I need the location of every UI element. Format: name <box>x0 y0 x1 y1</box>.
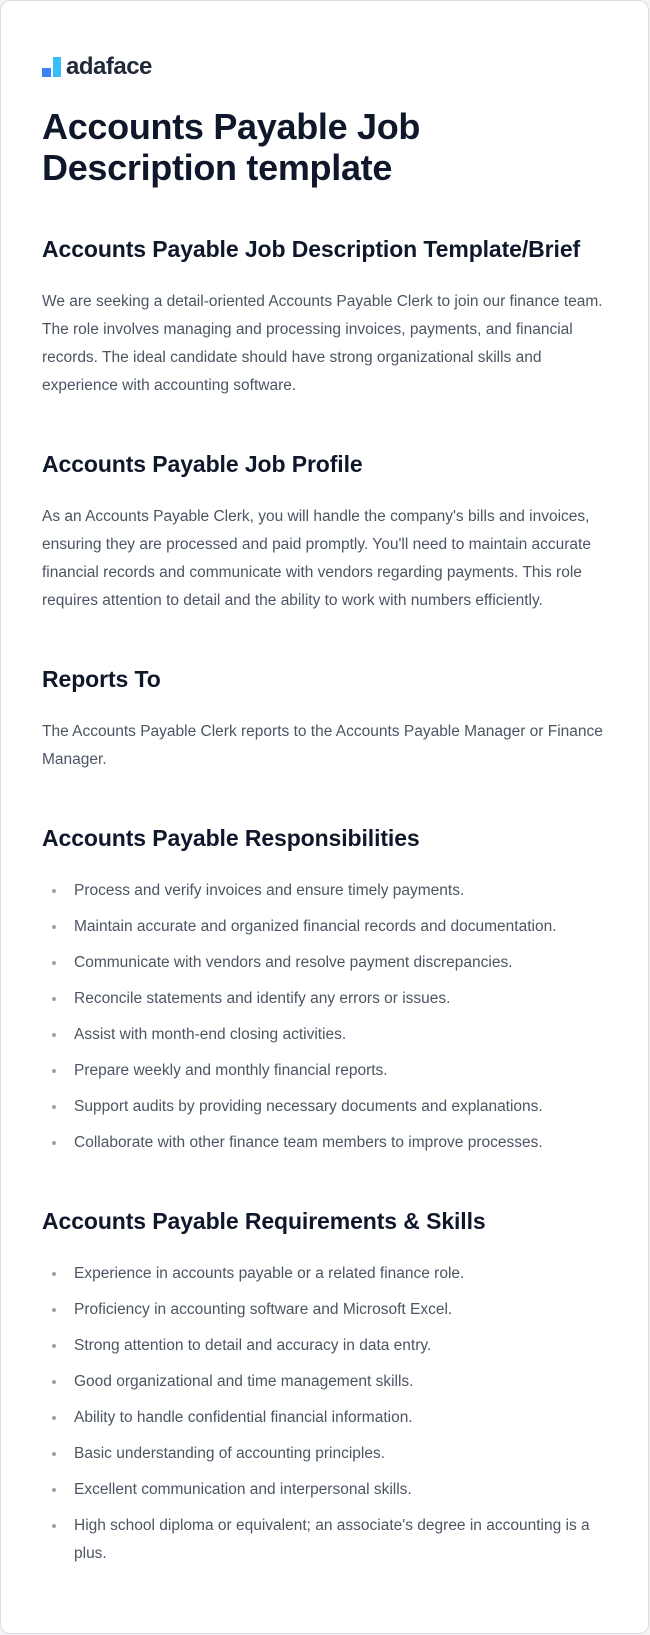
list-item: Collaborate with other finance team members to improve processes. <box>42 1129 607 1157</box>
section-heading-requirements: Accounts Payable Requirements & Skills <box>42 1208 486 1234</box>
list-item: Communicate with vendors and resolve payment discrepancies. <box>42 949 607 977</box>
responsibilities-list <box>42 877 607 1157</box>
list-item: Excellent communication and interpersonal skills. <box>42 1476 607 1504</box>
list-item: Assist with month-end closing activities. <box>42 1021 607 1049</box>
list-item: Ability to handle confidential financial information. <box>42 1404 607 1432</box>
section-heading-brief: Accounts Payable Job Description Template/Brief <box>42 236 581 262</box>
logo-text: adaface <box>66 53 152 80</box>
list-item: High school diploma or equivalent; an associate's degree in accounting is a plus. <box>42 1512 607 1568</box>
adaface-logo-icon <box>42 57 62 77</box>
list-item: Basic understanding of accounting principles. <box>42 1440 607 1468</box>
list-item: Prepare weekly and monthly financial reports. <box>42 1057 607 1085</box>
list-item: Experience in accounts payable or a related finance role. <box>42 1260 607 1288</box>
section-text-brief: We are seeking a detail-oriented Accounts Payable Clerk to join our finance team. The role involves managing and processing invoices, payments, and financial records. The ideal candidate should have strong organizational skills and experience with accounting software. <box>42 293 603 394</box>
list-item: Good organizational and time management skills. <box>42 1368 607 1396</box>
list-item: Maintain accurate and organized financial records and documentation. <box>42 913 607 941</box>
section-heading-reports-to: Reports To <box>42 666 161 692</box>
section-heading-responsibilities: Accounts Payable Responsibilities <box>42 825 420 851</box>
page-title: Accounts Payable Job Description template <box>42 106 421 188</box>
list-item: Process and verify invoices and ensure timely payments. <box>42 877 607 905</box>
list-item: Strong attention to detail and accuracy in data entry. <box>42 1332 607 1360</box>
list-item: Reconcile statements and identify any errors or issues. <box>42 985 607 1013</box>
section-heading-profile: Accounts Payable Job Profile <box>42 451 363 477</box>
requirements-list <box>42 1260 607 1568</box>
adaface-logo[interactable] <box>42 55 607 79</box>
list-item: Proficiency in accounting software and Microsoft Excel. <box>42 1296 607 1324</box>
list-item: Support audits by providing necessary documents and explanations. <box>42 1093 607 1121</box>
section-text-profile: As an Accounts Payable Clerk, you will handle the company's bills and invoices, ensuring they are processed and paid promptly. You'll need to maintain accurate financial records and communicate with vendors regarding payments. This role requires attention to detail and the ability to work with numbers efficiently. <box>42 508 591 609</box>
section-text-reports-to: The Accounts Payable Clerk reports to the Accounts Payable Manager or Finance Manager. <box>42 723 603 768</box>
